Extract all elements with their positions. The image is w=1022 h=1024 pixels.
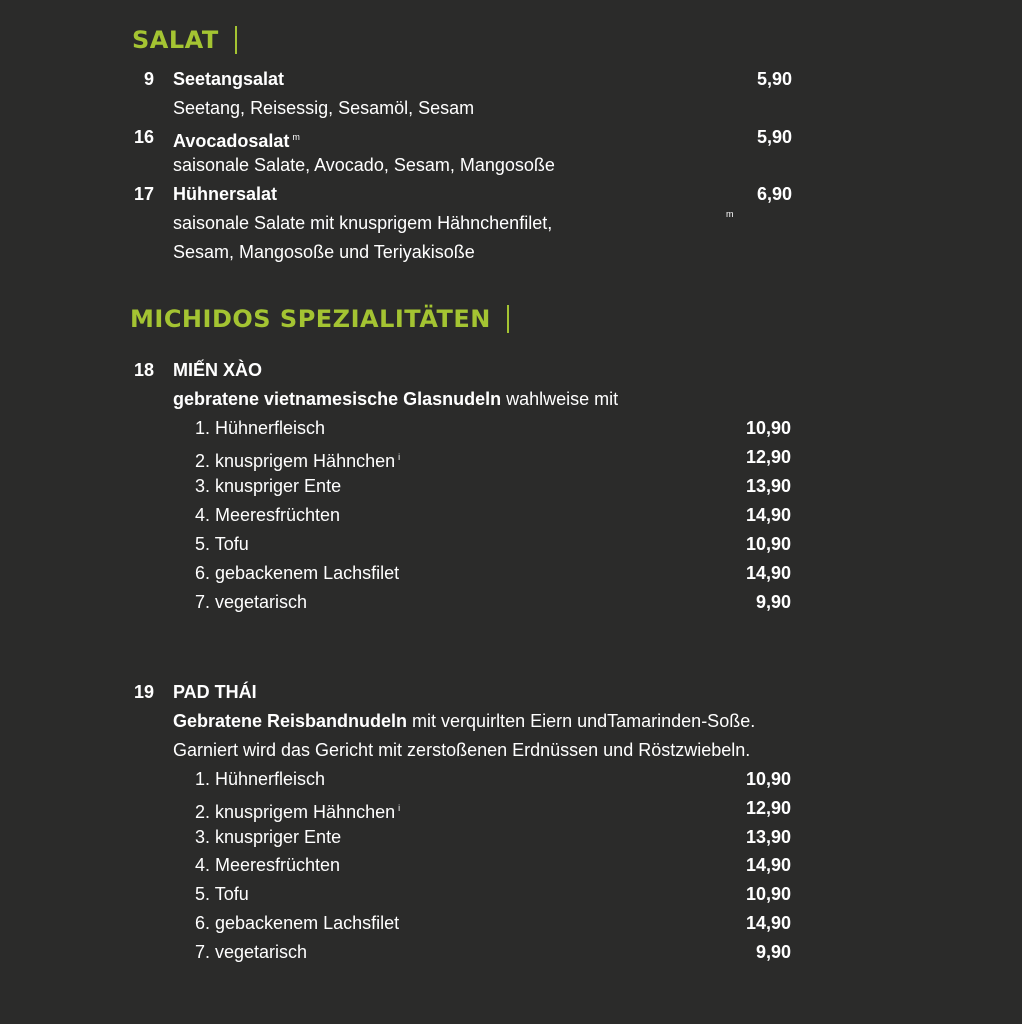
option-label: 3. knuspriger Ente <box>195 827 342 847</box>
item-name: PAD THÁI <box>173 682 257 702</box>
option-price: 14,90 <box>745 505 791 525</box>
description-text: wahlweise mit <box>501 389 619 409</box>
option-price: 9,90 <box>755 592 791 612</box>
item-description: Sesam, Mangosoße und Teriyakisoße <box>173 242 475 262</box>
item-number: 16 <box>133 127 154 147</box>
item-name: Seetangsalat <box>173 69 285 89</box>
option-label: 6. gebackenem Lachsfilet <box>195 913 400 933</box>
option-price: 13,90 <box>745 476 791 496</box>
allergen-mark: m <box>726 209 734 219</box>
item-description: Seetang, Reisessig, Sesamöl, Sesam <box>173 98 475 118</box>
option-price: 10,90 <box>745 418 791 438</box>
option-label: 7. vegetarisch <box>195 592 308 612</box>
option-price: 12,90 <box>745 798 791 818</box>
option-label: 5. Tofu <box>195 534 249 554</box>
section-heading-specials <box>130 305 509 333</box>
description-highlight: Gebratene Reisbandnudeln <box>173 711 408 731</box>
allergen-mark: i <box>398 452 401 462</box>
option-label: 4. Meeresfrüchten <box>195 505 341 525</box>
item-description <box>173 710 755 732</box>
option-label: 1. Hühnerfleisch <box>195 769 326 789</box>
item-number: 19 <box>133 682 154 702</box>
item-number: 17 <box>133 184 154 204</box>
option-price: 14,90 <box>745 855 791 875</box>
option-price: 10,90 <box>745 884 791 904</box>
option-label: 2. knusprigem Hähnchen <box>195 451 396 471</box>
item-name-row <box>173 126 300 152</box>
item-description: saisonale Salate, Avocado, Sesam, Mangosoße <box>173 155 555 175</box>
heading-divider <box>235 26 237 54</box>
item-price: 5,90 <box>756 69 792 89</box>
option-label-row <box>195 797 400 823</box>
option-price: 9,90 <box>755 942 791 962</box>
section-title-specials: MICHIDOS SPEZIALITÄTEN <box>130 305 491 333</box>
section-heading-salat <box>132 26 237 54</box>
item-number: 9 <box>143 69 154 89</box>
description-highlight: gebratene vietnamesische Glasnudeln <box>173 389 502 409</box>
allergen-mark: i <box>398 803 401 813</box>
option-price: 10,90 <box>745 769 791 789</box>
allergen-mark: m <box>292 132 300 142</box>
option-price: 10,90 <box>745 534 791 554</box>
option-price: 13,90 <box>745 827 791 847</box>
item-name: Avocadosalat <box>173 131 290 151</box>
option-label: 1. Hühnerfleisch <box>195 418 326 438</box>
option-label: 4. Meeresfrüchten <box>195 855 341 875</box>
option-price: 14,90 <box>745 913 791 933</box>
option-label-row <box>195 446 400 472</box>
item-number: 18 <box>133 360 154 380</box>
option-price: 12,90 <box>745 447 791 467</box>
option-label: 3. knuspriger Ente <box>195 476 342 496</box>
option-price: 14,90 <box>745 563 791 583</box>
item-description <box>173 388 618 410</box>
section-title-salat: SALAT <box>132 26 219 54</box>
item-description: saisonale Salate mit knusprigem Hähnchenfilet, <box>173 213 553 233</box>
item-price: 6,90 <box>756 184 792 204</box>
heading-divider <box>507 305 509 333</box>
description-text: mit verquirlten Eiern undTamarinden-Soße. <box>407 711 756 731</box>
item-price: 5,90 <box>756 127 792 147</box>
option-label: 7. vegetarisch <box>195 942 308 962</box>
option-label: 2. knusprigem Hähnchen <box>195 802 396 822</box>
option-label: 6. gebackenem Lachsfilet <box>195 563 400 583</box>
option-label: 5. Tofu <box>195 884 249 904</box>
item-description: Garniert wird das Gericht mit zerstoßenen Erdnüssen und Röstzwiebeln. <box>173 740 751 760</box>
item-name: MIẾN XÀO <box>173 360 263 380</box>
item-name: Hühnersalat <box>173 184 278 204</box>
